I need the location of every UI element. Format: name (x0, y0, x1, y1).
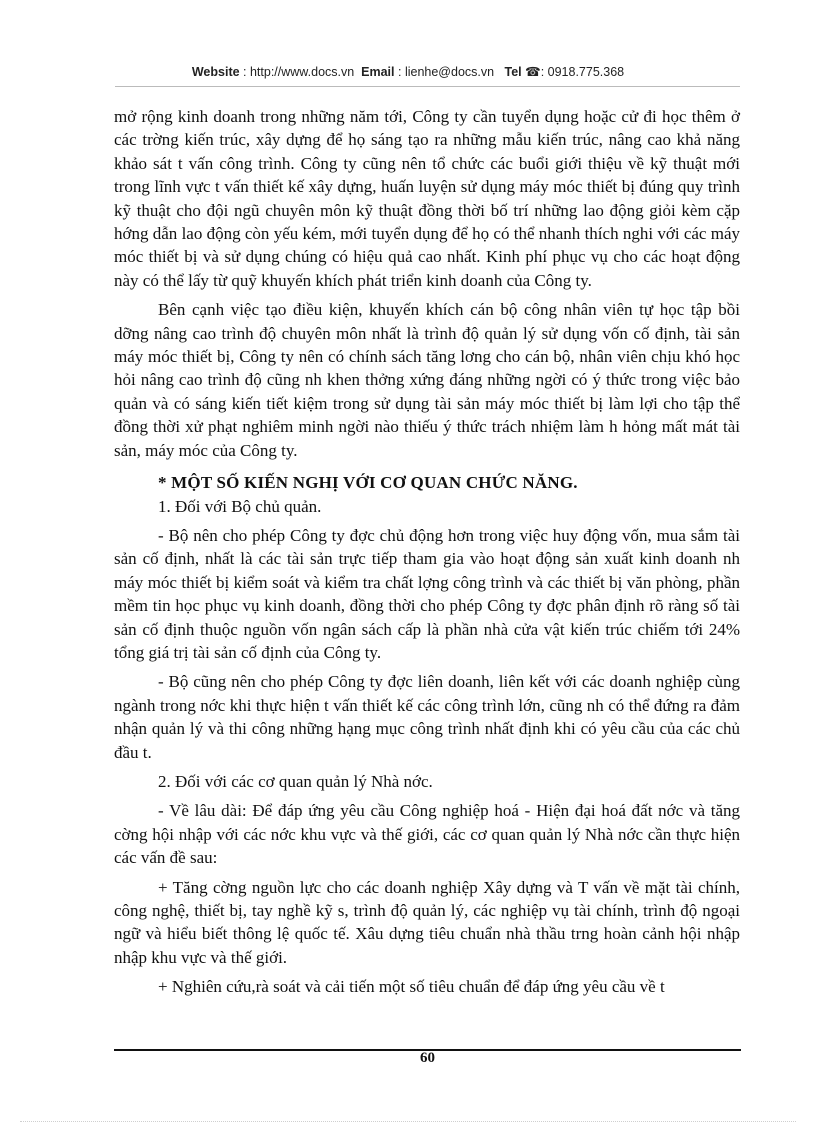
header-divider (115, 86, 740, 87)
sub1-paragraph-1: - Bộ nên cho phép Công ty đợc chủ động hơn trong việc huy động vốn, mua sắm tài sản cố định, nhất là các tài sản trực tiếp tham gia vào hoạt động sản xuất kinh doanh nh máy móc thiết bị kiểm soát và kiểm tra chất lợng công trình và các thiết bị văn phòng, phần mềm tin học phục vụ kinh doanh, đồng thời cho phép Công ty đợc phân định rõ ràng số tài sản cố định thuộc nguồn vốn ngân sách cấp là phần nhà cửa vật kiến trúc chiếm tới 24% tổng giá trị tài sản cố định của Công ty. (114, 525, 740, 662)
subheading-1: 1. Đối với Bộ chủ quản. (158, 496, 322, 516)
page-header (0, 64, 816, 79)
website-sep: : (239, 65, 250, 79)
email-label: Email (361, 65, 395, 79)
tel-label: Tel (504, 65, 522, 79)
sub1-paragraph-2: - Bộ cũng nên cho phép Công ty đợc liên doanh, liên kết với các doanh nghiệp cùng ngành trong nớc khi thực hiện t vấn thiết kế các công trình lớn, cũng nh có thể đứng ra đảm nhận quản lý và thi công những hạng mục công trình nhất định khi có yêu cầu của các chủ đầu t. (114, 672, 740, 762)
email-sep: : (394, 65, 405, 79)
page-number: 60 (420, 1050, 435, 1066)
website-label: Website (191, 65, 240, 79)
document-body (114, 105, 740, 999)
sub2-paragraph-1: - Về lâu dài: Để đáp ứng yêu cầu Công nghiệp hoá - Hiện đại hoá đất nớc và tăng cờng hội nhập với các nớc khu vực và thế giới, các cơ quan quản lý Nhà nớc cần thực hiện các vấn đề sau: (114, 801, 740, 868)
email-value: lienhe@docs.vn (404, 65, 495, 79)
website-value: http://www.docs.vn (249, 65, 355, 79)
sub2-paragraph-2: + Tăng cờng nguồn lực cho các doanh nghiệp Xây dựng và T vấn về mặt tài chính, công nghệ, thiết bị, tay nghề kỹ s, trình độ quản lý, các nghiệp vụ tài chính, trình độ ngoại ngữ và hiểu biết thông lệ quốc tế. Xâu dựng tiêu chuẩn nhà thầu trng hoàn cảnh hội nhập nhập khu vực và thế giới. (114, 877, 740, 967)
subheading-2: 2. Đối với các cơ quan quản lý Nhà nớc. (158, 771, 433, 791)
section-title: * MỘT SỐ KIẾN NGHỊ VỚI CƠ QUAN CHỨC NĂNG. (158, 473, 578, 493)
phone-icon: ☎ (525, 65, 541, 79)
sub2-paragraph-3: + Nghiên cứu,rà soát và cải tiến một số tiêu chuẩn để đáp ứng yêu cầu về t (158, 977, 665, 997)
body-paragraph-1: mở rộng kinh doanh trong những năm tới, Công ty cần tuyển dụng hoặc cử đi học thêm ở các trờng kiến trúc, xây dựng để họ sáng tạo ra những mẫu kiến trúc, nâng cao khả năng khảo sát t vấn công trình. Công ty cũng nên tổ chức các buổi giới thiệu về kỹ thuật mới trong lĩnh vực t vấn thiết kế xây dựng, huấn luyện sử dụng máy móc thiết bị đúng quy trình kỹ thuật cho đội ngũ chuyên môn kỹ thuật đồng thời bố trí những lao động giỏi kèm cặp hớng dẫn lao động còn yếu kém, mới tuyển dụng để họ có thể nhanh thích nghi với các máy móc thiết bị và sử dụng chúng có hiệu quả cao nhất. Kinh phí phục vụ cho các hoạt động này có thể lấy từ quỹ khuyến khích phát triển kinh doanh của Công ty. (114, 107, 740, 290)
tel-value: : 0918.775.368 (540, 65, 625, 79)
page-bottom-border (20, 1121, 796, 1122)
body-paragraph-2: Bên cạnh việc tạo điều kiện, khuyến khích cán bộ công nhân viên tự học tập bồi dỡng nâng cao trình độ chuyên môn nhất là trình độ quản lý sử dụng vốn cố định, tài sản máy móc thiết bị, Công ty nên có chính sách tăng lơng cho cán bộ, nhân viên chịu khó học hỏi nâng cao trình độ cũng nh khen thởng xứng đáng những ngời có ý thức trong việc bảo quản và có sáng kiến tiết kiệm trong sử dụng tài sản máy móc thiết bị làm lợi cho tập thể đồng thời xử phạt nghiêm minh ngời nào thiếu ý thức trách nhiệm làm h hỏng mất mát tài sản, máy móc của Công ty. (114, 300, 740, 460)
